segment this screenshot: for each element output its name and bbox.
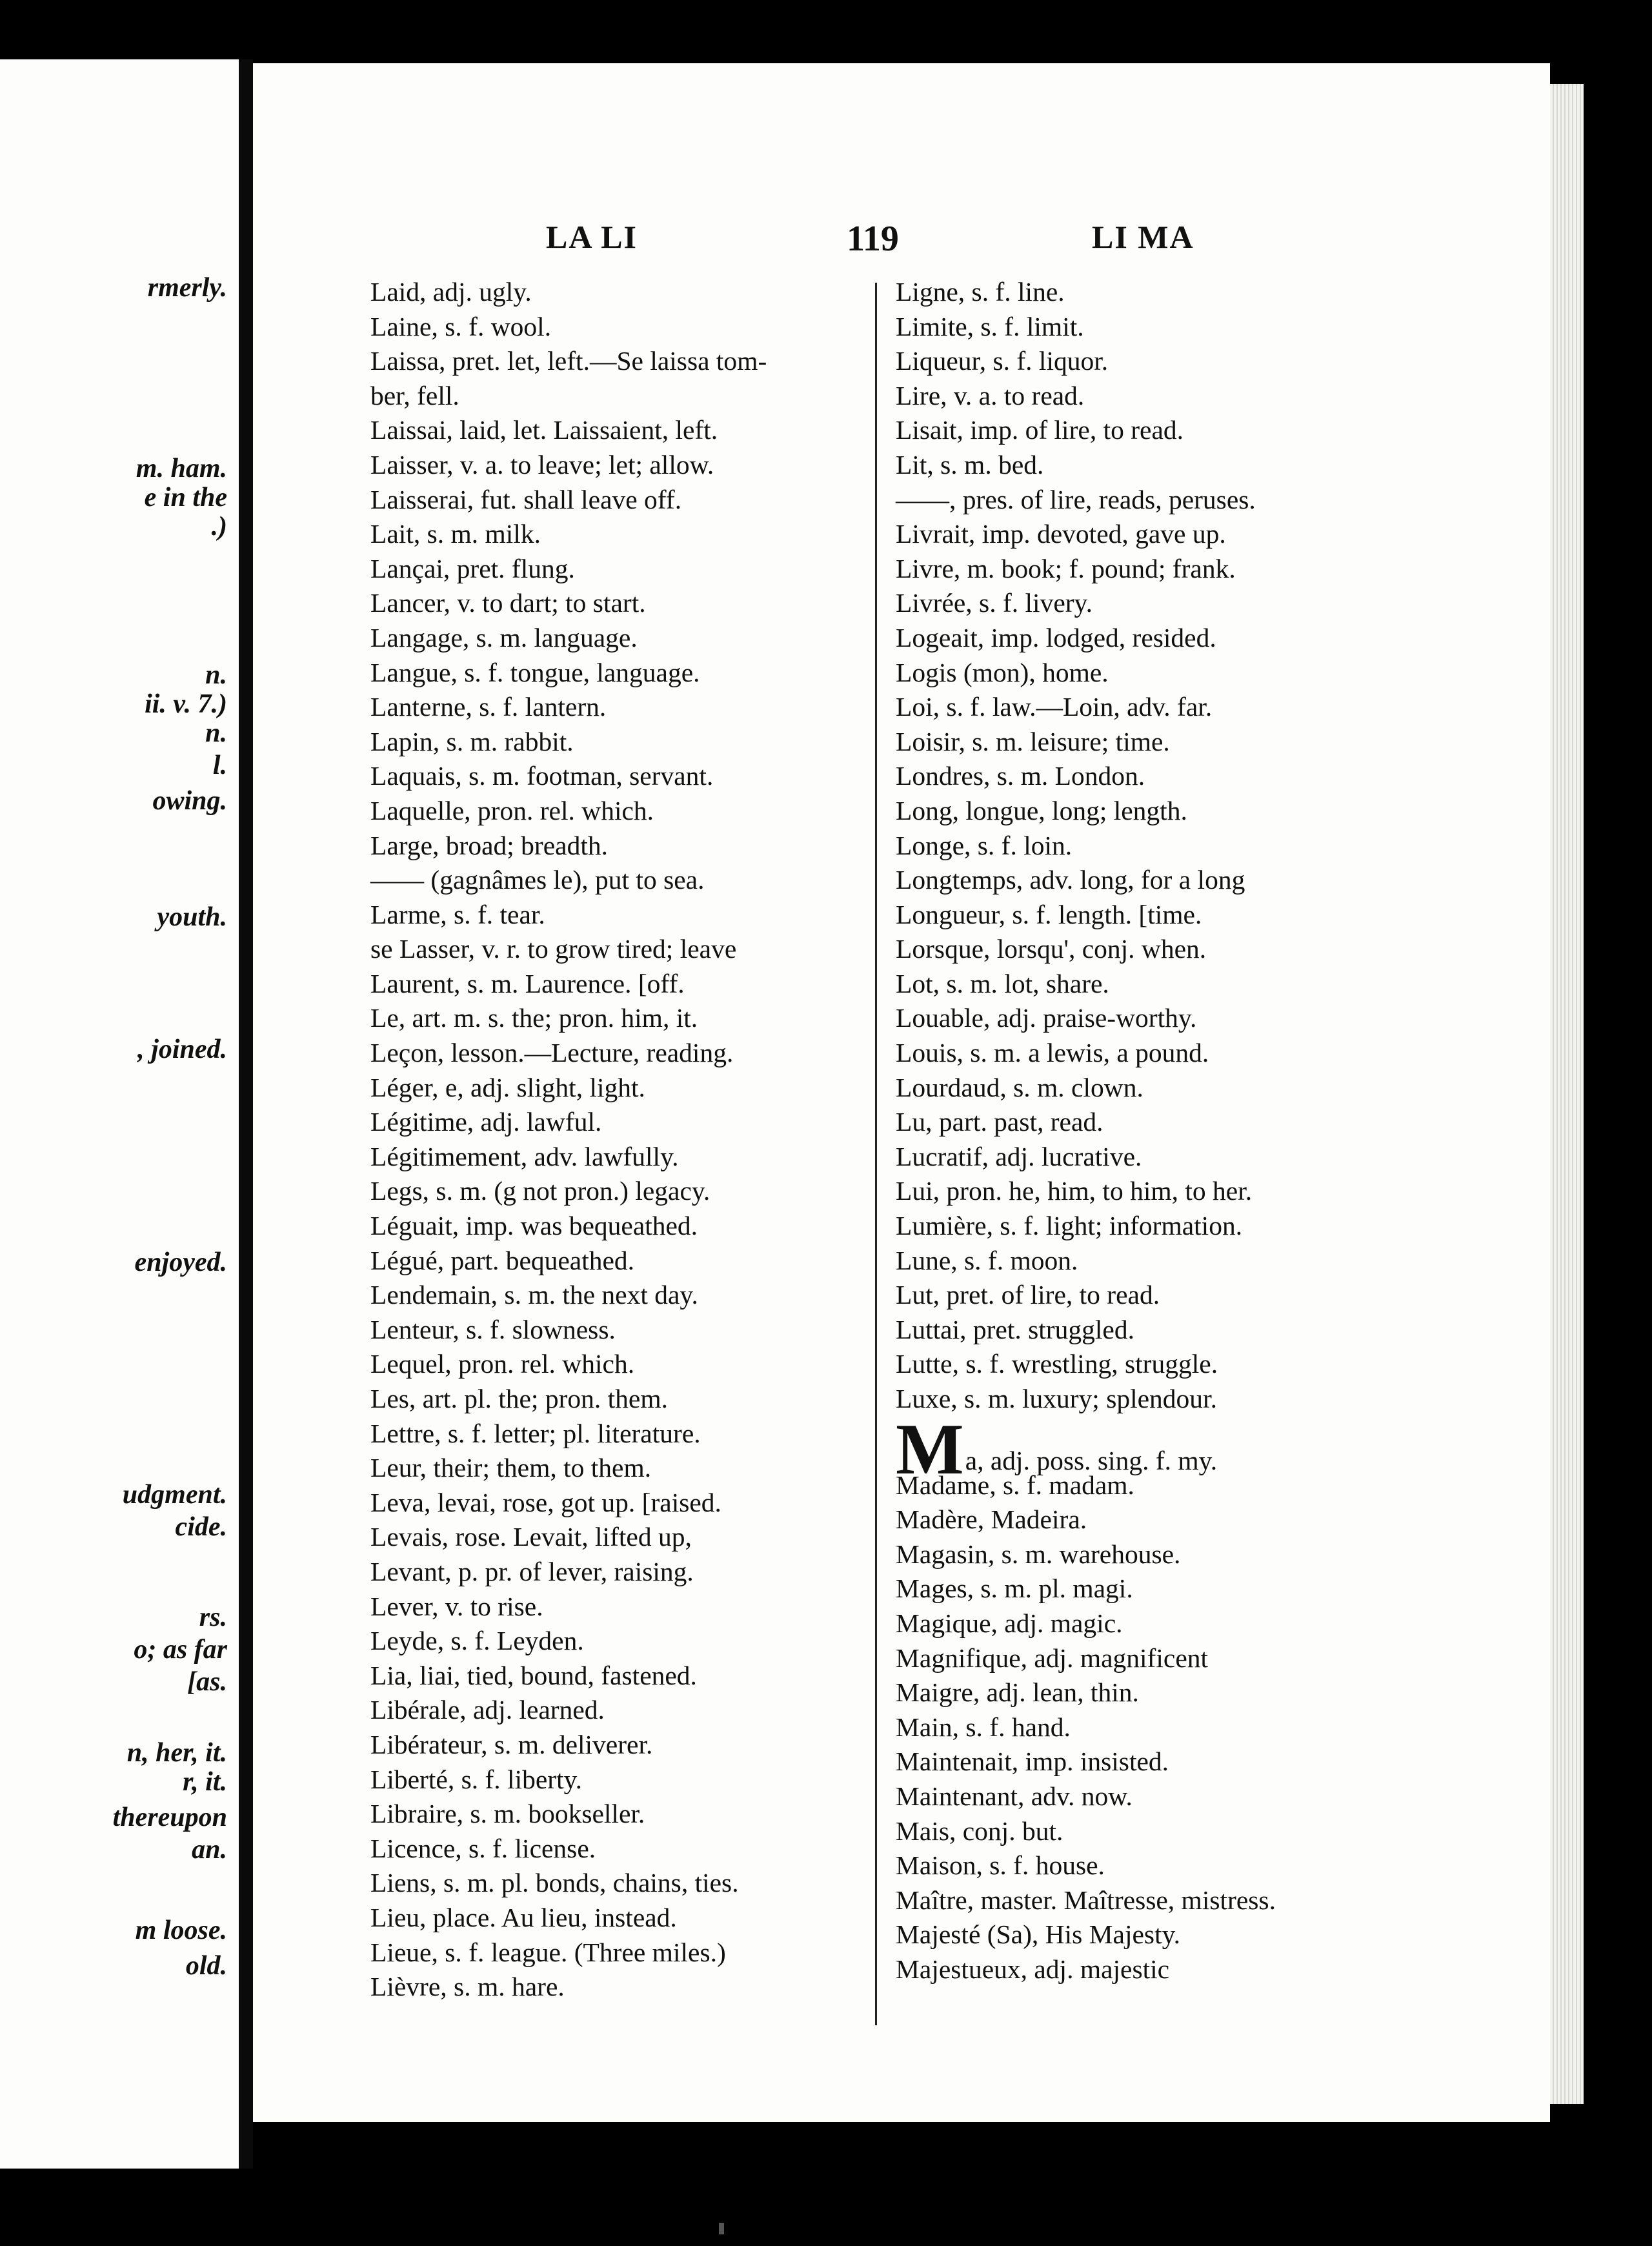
dictionary-entry: Léguait, imp. was bequeathed. [370, 1211, 698, 1241]
dictionary-entry: Lutte, s. f. wrestling, struggle. [896, 1349, 1218, 1379]
dictionary-entry: Logeait, imp. lodged, resided. [896, 622, 1216, 653]
left-page-fragment: udgment. [122, 1480, 227, 1510]
dictionary-entry: Langage, s. m. language. [370, 622, 638, 653]
dictionary-entry: Lucratif, adj. lucrative. [896, 1141, 1142, 1171]
page-number: 119 [847, 219, 899, 259]
left-page-fragment: rs. [199, 1603, 227, 1632]
left-page-fragment: .) [211, 512, 227, 541]
dictionary-entry: Levant, p. pr. of lever, raising. [370, 1556, 694, 1586]
dictionary-entry: —— (gagnâmes le), put to sea. [370, 865, 705, 895]
dictionary-entry: Livrait, imp. devoted, gave up. [896, 519, 1226, 549]
dictionary-entry: Livre, m. book; f. pound; frank. [896, 553, 1236, 583]
dictionary-entry: Leçon, lesson.—Lecture, reading. [370, 1038, 734, 1068]
dictionary-entry: Laisserai, fut. shall leave off. [370, 484, 682, 514]
page-speck [719, 2223, 724, 2234]
dictionary-entry: Levais, rose. Levait, lifted up, [370, 1522, 692, 1552]
dictionary-entry: Licence, s. f. license. [370, 1833, 596, 1863]
dictionary-entry: Loi, s. f. law.—Loin, adv. far. [896, 692, 1213, 722]
dictionary-entry: Mais, conj. but. [896, 1816, 1063, 1846]
dictionary-entry: Lit, s. m. bed. [896, 449, 1044, 480]
dictionary-entry: Lever, v. to rise. [370, 1591, 543, 1621]
dictionary-entry: Longueur, s. f. length. [time. [896, 899, 1202, 929]
dictionary-entry: Maître, master. Maîtresse, mistress. [896, 1885, 1276, 1915]
dictionary-entry: Légitime, adj. lawful. [370, 1107, 602, 1137]
dictionary-entry: Liens, s. m. pl. bonds, chains, ties. [370, 1868, 739, 1898]
dictionary-entry: Les, art. pl. the; pron. them. [370, 1384, 668, 1413]
dictionary-entry: Libérateur, s. m. deliverer. [370, 1729, 653, 1759]
dictionary-entry: Leva, levai, rose, got up. [raised. [370, 1487, 721, 1517]
left-page-fragment: e in the [144, 483, 227, 512]
left-page-fragment: rmerly. [147, 273, 227, 303]
dictionary-entry: Madère, Madeira. [896, 1504, 1087, 1535]
dictionary-entry: Laquelle, pron. rel. which. [370, 795, 654, 825]
left-page-fragment: ii. v. 7.) [145, 689, 227, 719]
dictionary-entry: Legs, s. m. (g not pron.) legacy. [370, 1176, 710, 1206]
left-page [0, 59, 240, 2169]
dictionary-entry: Louis, s. m. a lewis, a pound. [896, 1038, 1209, 1068]
left-page-fragment: l. [212, 751, 227, 780]
dictionary-entry: Laine, s. f. wool. [370, 311, 552, 341]
page-edges [1550, 84, 1584, 2104]
dictionary-entry: Mages, s. m. pl. magi. [896, 1573, 1133, 1604]
running-header [253, 218, 1550, 263]
dictionary-entry: Limite, s. f. limit. [896, 311, 1084, 341]
left-page-fragment: n, her, it. [126, 1738, 227, 1768]
dictionary-entry: Lait, s. m. milk. [370, 519, 541, 549]
header-left-guide: LA LI [546, 219, 638, 255]
dictionary-entry: Ligne, s. f. line. [896, 277, 1065, 307]
dictionary-entry: Madame, s. f. madam. [896, 1470, 1134, 1500]
left-page-text-fragments [0, 59, 232, 2169]
dictionary-entry: se Lasser, v. r. to grow tired; leave [370, 934, 737, 964]
left-page-fragment: enjoyed. [134, 1248, 227, 1277]
dictionary-entry: Lu, part. past, read. [896, 1107, 1103, 1137]
dictionary-entry: Le, art. m. s. the; pron. him, it. [370, 1003, 698, 1033]
dictionary-entry: Lisait, imp. of lire, to read. [896, 415, 1184, 445]
dictionary-entry: Majestueux, adj. majestic [896, 1954, 1170, 1984]
dictionary-entry: Magnifique, adj. magnificent [896, 1643, 1209, 1673]
dictionary-entry: Lire, v. a. to read. [896, 380, 1085, 410]
dictionary-entry: Lequel, pron. rel. which. [370, 1349, 635, 1379]
dictionary-entry: Lourdaud, s. m. clown. [896, 1072, 1143, 1102]
left-page-fragment: , joined. [137, 1035, 227, 1064]
dictionary-entry: Majesté (Sa), His Majesty. [896, 1919, 1181, 1950]
dictionary-entry: Lui, pron. he, him, to him, to her. [896, 1176, 1253, 1206]
dictionary-entry: Libérale, adj. learned. [370, 1695, 605, 1725]
dictionary-entry: Lenteur, s. f. slowness. [370, 1314, 616, 1344]
dictionary-entry: Liberté, s. f. liberty. [370, 1764, 583, 1794]
right-column-m-entries [896, 1468, 1528, 1987]
dictionary-entry: Maintenait, imp. insisted. [896, 1746, 1169, 1777]
right-column-l-entries [896, 275, 1528, 1417]
dictionary-entry: Londres, s. m. London. [896, 761, 1145, 791]
left-page-fragment: [as. [187, 1667, 227, 1697]
dictionary-entry: ber, fell. [370, 380, 459, 410]
header-right-guide: LI MA [1092, 219, 1194, 255]
dictionary-entry: Lettre, s. f. letter; pl. literature. [370, 1418, 701, 1448]
left-page-fragment: old. [185, 1951, 227, 1981]
dictionary-entry: Légitimement, adv. lawfully. [370, 1141, 679, 1171]
dictionary-entry: Leur, their; them, to them. [370, 1453, 652, 1483]
dictionary-entry: Larme, s. f. tear. [370, 899, 545, 929]
dictionary-entry: Maintenant, adv. now. [896, 1781, 1133, 1811]
dictionary-entry: Large, broad; breadth. [370, 830, 608, 860]
dropcap-letter: M [896, 1409, 964, 1490]
dictionary-entry: Lancer, v. to dart; to start. [370, 588, 646, 618]
dictionary-entry: Luxe, s. m. luxury; splendour. [896, 1384, 1217, 1413]
dictionary-entry: Lendemain, s. m. the next day. [370, 1280, 698, 1310]
column-divider [875, 283, 877, 2025]
dictionary-entry: Laissa, pret. let, left.—Se laissa tom- [370, 346, 767, 376]
dictionary-entry: Magique, adj. magic. [896, 1608, 1123, 1638]
dictionary-entry: Livrée, s. f. livery. [896, 588, 1093, 618]
dictionary-entry: Lia, liai, tied, bound, fastened. [370, 1660, 697, 1690]
left-page-fragment: m loose. [135, 1916, 227, 1945]
dictionary-entry: Maison, s. f. house. [896, 1850, 1105, 1881]
dictionary-entry: Lançai, pret. flung. [370, 553, 575, 583]
dictionary-entry: Magasin, s. m. warehouse. [896, 1539, 1181, 1569]
dictionary-entry: Liqueur, s. f. liquor. [896, 346, 1109, 376]
dictionary-entry: Lumière, s. f. light; information. [896, 1211, 1243, 1241]
dictionary-entry: Laid, adj. ugly. [370, 277, 532, 307]
entry-text: a, adj. poss. sing. f. my. [965, 1445, 1218, 1475]
dictionary-entry: Lapin, s. m. rabbit. [370, 726, 574, 756]
dictionary-entry: ——, pres. of lire, reads, peruses. [896, 484, 1256, 514]
left-page-fragment: n. [205, 718, 227, 748]
dictionary-entry: Laissai, laid, let. Laissaient, left. [370, 415, 718, 445]
dictionary-entry: Laurent, s. m. Laurence. [off. [370, 968, 685, 998]
dictionary-entry: Lorsque, lorsqu', conj. when. [896, 934, 1207, 964]
left-page-fragment: n. [205, 660, 227, 690]
dictionary-entry: Leyde, s. f. Leyden. [370, 1626, 584, 1656]
dictionary-entry: Lieue, s. f. league. (Three miles.) [370, 1937, 726, 1967]
right-column [896, 275, 1528, 1987]
dictionary-entry: Lièvre, s. m. hare. [370, 1972, 565, 2002]
dictionary-entry: Libraire, s. m. bookseller. [370, 1799, 645, 1829]
dictionary-entry: Louable, adj. praise-worthy. [896, 1003, 1197, 1033]
left-page-fragment: cide. [175, 1512, 227, 1542]
dictionary-entry: Lanterne, s. f. lantern. [370, 692, 607, 722]
dictionary-entry: Laquais, s. m. footman, servant. [370, 761, 714, 791]
dictionary-entry: Lieu, place. Au lieu, instead. [370, 1902, 677, 1932]
dictionary-entry: Lut, pret. of lire, to read. [896, 1280, 1160, 1310]
left-page-fragment: an. [192, 1835, 227, 1865]
dictionary-entry: Lot, s. m. lot, share. [896, 968, 1109, 998]
dictionary-entry: Légué, part. bequeathed. [370, 1245, 635, 1275]
dictionary-entry: Loisir, s. m. leisure; time. [896, 726, 1170, 756]
dictionary-entry: Longtemps, adv. long, for a long [896, 865, 1245, 895]
left-page-fragment: m. ham. [136, 454, 227, 483]
dictionary-entry: Lune, s. f. moon. [896, 1245, 1078, 1275]
dictionary-entry: Long, longue, long; length. [896, 795, 1187, 825]
dictionary-entry: Maigre, adj. lean, thin. [896, 1677, 1139, 1708]
dictionary-entry: Luttai, pret. struggled. [896, 1314, 1134, 1344]
left-page-fragment: o; as far [134, 1635, 227, 1664]
dictionary-entry: Laisser, v. a. to leave; let; allow. [370, 449, 714, 480]
dictionary-entry: Langue, s. f. tongue, language. [370, 657, 700, 687]
book-gutter [239, 59, 253, 2169]
dictionary-entry: Longe, s. f. loin. [896, 830, 1073, 860]
dictionary-entry: Léger, e, adj. slight, light. [370, 1072, 645, 1102]
left-page-fragment: owing. [152, 786, 227, 816]
dictionary-entry: Logis (mon), home. [896, 657, 1109, 687]
right-page [253, 63, 1550, 2122]
dictionary-entry: Main, s. f. hand. [896, 1712, 1071, 1742]
left-column [370, 275, 867, 2005]
left-page-fragment: r, it. [183, 1767, 227, 1797]
left-page-fragment: youth. [157, 902, 227, 932]
left-page-fragment: thereupon [112, 1803, 227, 1832]
